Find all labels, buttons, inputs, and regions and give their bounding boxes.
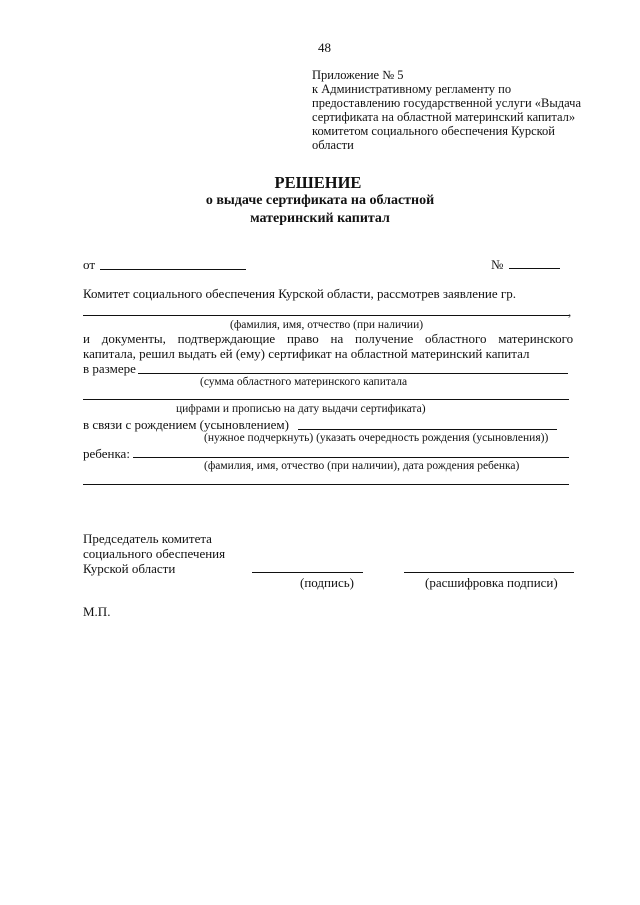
fio-hint: (фамилия, имя, отчество (при наличии) (230, 319, 424, 331)
signature-decode-hint: (расшифровка подписи) (425, 575, 558, 590)
number-field-line[interactable] (509, 268, 560, 269)
appendix-line: сертификата на областной материнский капитал» (312, 110, 576, 124)
child-name-line[interactable] (133, 457, 569, 458)
birth-hint: (нужное подчеркнуть) (указать очередность рождения (усыновления)) (204, 432, 549, 444)
word: областного (424, 331, 487, 346)
amount-words-line[interactable] (83, 399, 569, 400)
chairman-line-1: Председатель комитета (83, 531, 212, 546)
amount-field-line[interactable] (138, 373, 568, 374)
child-extra-line[interactable] (83, 484, 569, 485)
chairman-line-3: Курской области (83, 561, 176, 576)
word: документы, (101, 331, 166, 346)
word: подтверждающие (177, 331, 276, 346)
document-subtitle-line2: материнский капитал (250, 211, 390, 226)
appendix-line: комитетом социального обеспечения Курской (312, 124, 555, 138)
chairman-line-2: социального обеспечения (83, 546, 226, 561)
intro-text: Комитет социального обеспечения Курской области, рассмотрев заявление гр. (83, 286, 516, 301)
signature-line[interactable] (252, 572, 363, 573)
word: на (330, 331, 344, 346)
amount-hint-2: цифрами и прописью на дату выдачи сертификата) (176, 403, 426, 415)
word: право (286, 331, 319, 346)
from-label: от (83, 257, 96, 272)
comma: , (568, 304, 572, 319)
appendix-line: к Административному регламенту по (312, 82, 512, 96)
word: получение (354, 331, 414, 346)
birth-order-line[interactable] (298, 429, 557, 430)
applicant-name-line[interactable] (83, 315, 569, 316)
child-label: ребенка: (83, 446, 130, 461)
page-number: 48 (318, 40, 331, 55)
documents-line (83, 331, 573, 346)
child-hint: (фамилия, имя, отчество (при наличии), дата рождения ребенка) (204, 460, 520, 472)
signature-decode-line[interactable] (404, 572, 574, 573)
number-label: № (491, 257, 504, 272)
document-title: РЕШЕНИЕ (274, 173, 362, 192)
appendix-line: Приложение № 5 (312, 68, 404, 82)
word: и (83, 331, 90, 346)
stamp-place: М.П. (83, 604, 111, 619)
appendix-block (312, 68, 581, 152)
appendix-line: предоставлению государственной услуги «Выдача (312, 96, 581, 110)
amount-hint: (сумма областного материнского капитала (200, 376, 408, 388)
birth-label: в связи с рождением (усыновлением) (83, 417, 289, 432)
date-field-line[interactable] (100, 269, 246, 270)
signature-hint: (подпись) (300, 575, 354, 590)
appendix-line: области (312, 138, 354, 152)
amount-label: в размере (83, 361, 136, 376)
document-subtitle-line1: о выдаче сертификата на областной (205, 193, 435, 208)
decision-text: капитала, решил выдать ей (ему) сертификат на областной материнский капитал (83, 346, 530, 361)
word: материнского (498, 331, 574, 346)
